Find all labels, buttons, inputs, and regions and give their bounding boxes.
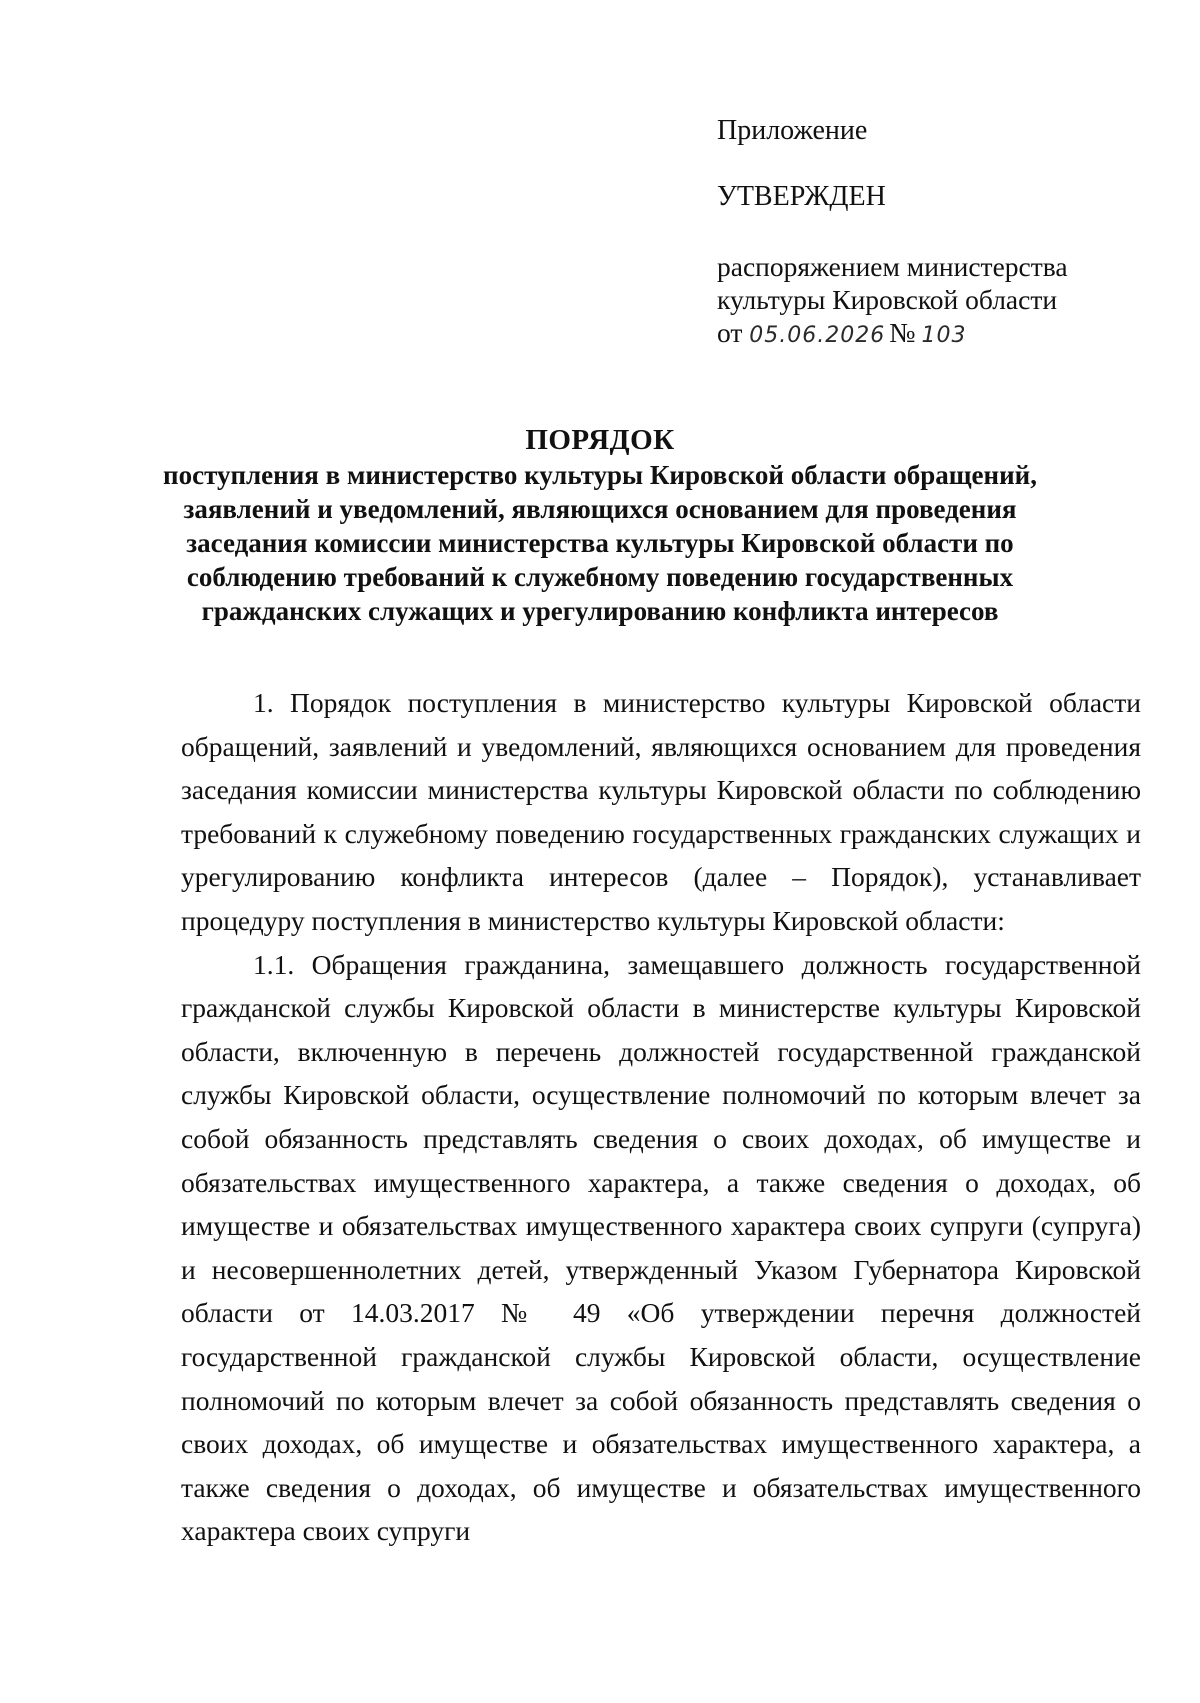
handwritten-number: 103 bbox=[921, 323, 967, 348]
paragraph-1-1: 1.1. Обращения гражданина, замещавшего должность государственной гражданской службы Кировской области в министерстве культуры Кировской области, включенную в перечень должностей государственной гражданской службы Кировской области, осуществление полномочий по которым влечет за собой обязанность представлять сведения о своих доходах, об имуществе и обязательствах имущественного характера, а также сведения о доходах, об имуществе и обязательствах имущественного характера своих супруги (супруга) и несовершеннолетних детей, утвержденный Указом Губернатора Кировской области от 14.03.2017 № 49 «Об утверждении перечня должностей государственной гражданской службы Кировской области, осуществление полномочий по которым влечет за собой обязанность представлять сведения о своих доходах, об имуществе и обязательствах имущественного характера, а также сведения о доходах, об имуществе и обязательствах имущественного характера своих супруги bbox=[181, 948, 1141, 1547]
document-subtitle: поступления в министерство культуры Кировской области обращений, заявлений и уведомлений, являющихся основанием для проведения заседания комиссии министерства культуры Кировской области по соблюдению требований к служебному поведению государственных гражданских служащих и урегулированию конфликта интересов bbox=[163, 460, 1037, 626]
date-prefix: от bbox=[717, 317, 743, 348]
document-title: ПОРЯДОК bbox=[525, 424, 675, 456]
document-body bbox=[181, 681, 1141, 1553]
approval-reference bbox=[717, 316, 967, 353]
approved-by-line2: культуры Кировской области bbox=[717, 284, 1058, 315]
appendix-label: Приложение bbox=[717, 115, 868, 146]
paragraph-1: 1. Порядок поступления в министерство культуры Кировской области обращений, заявлений и уведомлений, являющихся основанием для проведения заседания комиссии министерства культуры Кировской области по соблюдению требований к служебному поведению государственных гражданских служащих и урегулированию конфликта интересов (далее – Порядок), устанавливает процедуру поступления в министерство культуры Кировской области: bbox=[181, 687, 1141, 936]
number-sign: № bbox=[889, 317, 916, 348]
approved-by-line1: распоряжением министерства bbox=[717, 251, 1068, 282]
approved-label: УТВЕРЖДЕН bbox=[717, 181, 886, 212]
handwritten-date: 05.06.2026 bbox=[749, 323, 886, 348]
